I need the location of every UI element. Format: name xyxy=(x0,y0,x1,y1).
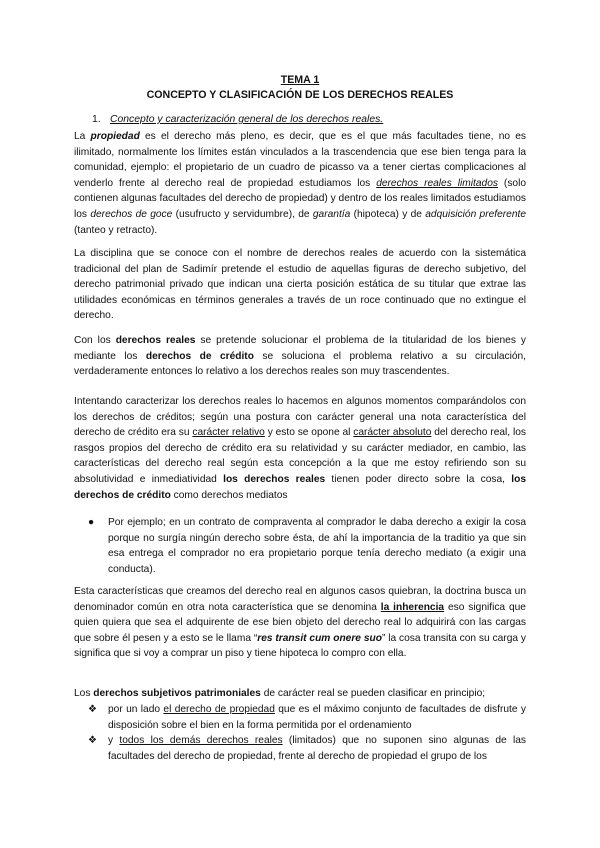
diamond-bullet-icon: ❖ xyxy=(88,735,98,747)
term-derecho-de-propiedad: el derecho de propiedad xyxy=(163,704,275,715)
term-caracter-relativo: carácter relativo xyxy=(192,427,265,439)
term-la-inherencia: la inherencia xyxy=(380,601,445,613)
term-garantia: garantía xyxy=(312,208,351,220)
text-run: de carácter real se pueden clasificar en principio; xyxy=(260,688,486,699)
text-run: que es el máximo conjunto de facultades de disfrute y disposición sobre el bien en la forma permitida por el ordenamiento xyxy=(108,704,526,731)
paragraph-disciplina: La disciplina que se conoce con el nombre de derechos reales de acuerdo con la sistemática tradicional del plan de Sadimír pretende el estudio de aquellas figuras de derecho subjetivo, del derecho patrimonial privado que indican una cierta posición estática de su titular que extrae las utilidades económicas en términos generales a través de un roce continuado que no extingue el derecho. xyxy=(74,248,526,322)
list-item xyxy=(88,702,526,733)
paragraph-titularidad xyxy=(74,333,526,380)
text-run: Con los xyxy=(74,335,116,346)
topic-subtitle: CONCEPTO Y CLASIFICACIÓN DE LOS DERECHOS REALES xyxy=(146,89,454,101)
text-run: (hipoteca) y de xyxy=(350,208,426,220)
term-derechos-de-credito: derechos de crédito xyxy=(145,350,254,362)
bullet-dot-icon: ● xyxy=(88,517,95,528)
term-adquisicion-preferente: adquisición preferente xyxy=(425,208,526,220)
paragraph-inherencia xyxy=(74,584,526,662)
text-run: del derecho real, los rasgos propios del derecho de crédito era su relatividad y su carácter mediador, en cambio, las características del derecho real según esta concepción a la que me estoy refiriendo son su absolutividad e inmediatividad xyxy=(74,427,526,485)
text-run: (usufructo y servidumbre), de xyxy=(172,208,313,220)
term-derechos-reales: derechos reales xyxy=(115,335,196,346)
term-derechos-reales-limitados: derechos reales limitados xyxy=(376,177,498,189)
section-heading-text: Concepto y caracterización general de los derechos reales. xyxy=(110,114,384,125)
text-run: (solo contienen algunas facultades del derecho de propiedad) y dentro de los reales limitados estudiamos los xyxy=(74,177,527,220)
term-propiedad: propiedad xyxy=(90,131,140,142)
bullet-list-clasificacion xyxy=(88,702,526,764)
term-caracter-absoluto: carácter absoluto xyxy=(353,427,432,439)
bullet-list-ejemplo xyxy=(88,515,526,577)
text-run: se soluciona el problema relativo a su circulación, verdaderamente entonces lo relativo a los derechos reales son muy trascendentes. xyxy=(74,350,527,378)
term-res-transit: res transit cum onere suo xyxy=(257,632,382,644)
text-run: como derechos mediatos xyxy=(170,489,288,501)
term-derechos-de-goce: derechos de goce xyxy=(90,208,173,220)
term-derechos-subjetivos: derechos subjetivos patrimoniales xyxy=(93,688,261,699)
list-item xyxy=(88,733,526,764)
text-run: eso significa que quien quiera que sea el adquirente de ese bien objeto del derecho real lo adquirirá con las cargas que sobre él pesen y a esto se le llama “ xyxy=(74,601,526,644)
text-run: Esta características que creamos del derecho real en algunos casos quiebran, la doctrina busca un denominador común en otra nota característica que se denomina xyxy=(74,586,526,613)
paragraph-clasificacion xyxy=(74,686,526,702)
diamond-bullet-icon: ❖ xyxy=(88,704,98,715)
text-run: Los xyxy=(74,688,94,699)
paragraph-caracterizacion xyxy=(74,394,526,503)
text-run: es el derecho más pleno, es decir, que es el que más facultades tiene, no es ilimitado, normalmente los límites están vinculados a la trascendencia que ese bien tenga para la comunidad, ejemplo: el propietario de un cuadro de picasso va a tener ciertas complicaciones al venderlo frente al derecho real de propiedad estudiamos los xyxy=(74,131,526,189)
text-run: y xyxy=(108,735,120,747)
text-run: ” la cosa transita con su carga y significa que si voy a comprar un piso y tiene hipoteca lo compro con ella. xyxy=(74,632,526,660)
section-heading xyxy=(92,114,383,125)
text-run: tienen poder directo sobre la cosa, xyxy=(325,473,512,485)
text-run: La xyxy=(74,131,91,142)
paragraph-propiedad xyxy=(74,129,526,238)
text-run: (tanteo y retracto). xyxy=(74,224,158,236)
topic-title: TEMA 1 xyxy=(280,74,320,86)
term-los-derechos-de-credito: los derechos de crédito xyxy=(74,473,527,501)
term-demas-derechos-reales: todos los demás derechos reales xyxy=(119,735,283,747)
list-item xyxy=(88,515,526,577)
text-run: por un lado xyxy=(108,704,164,715)
list-item-text: Por ejemplo; en un contrato de compraventa al comprador le daba derecho a exigir la cosa porque no surgía ningún derecho sobre ésta, de ahí la importancia de la traditio ya que sin esa entrega el comprador no era propietario porque tenía derecho mediato (a exigir una conducta). xyxy=(108,517,526,575)
section-number: 1. xyxy=(92,114,101,125)
text-run: y esto se opone al xyxy=(264,427,354,439)
text-run: Intentando caracterizar los derechos reales lo hacemos en algunos momentos comparándolos con los derechos de créditos; según una postura con carácter general una nota característica del derecho de crédito era su xyxy=(74,396,526,439)
text-run: se pretende solucionar el problema de la titularidad de los bienes y mediante los xyxy=(74,335,526,362)
term-los-derechos-reales: los derechos reales xyxy=(223,473,326,485)
text-run: (limitados) que no suponen sino algunas de las facultades del derecho de propiedad, frente al derecho de propiedad el grupo de los xyxy=(108,735,526,762)
